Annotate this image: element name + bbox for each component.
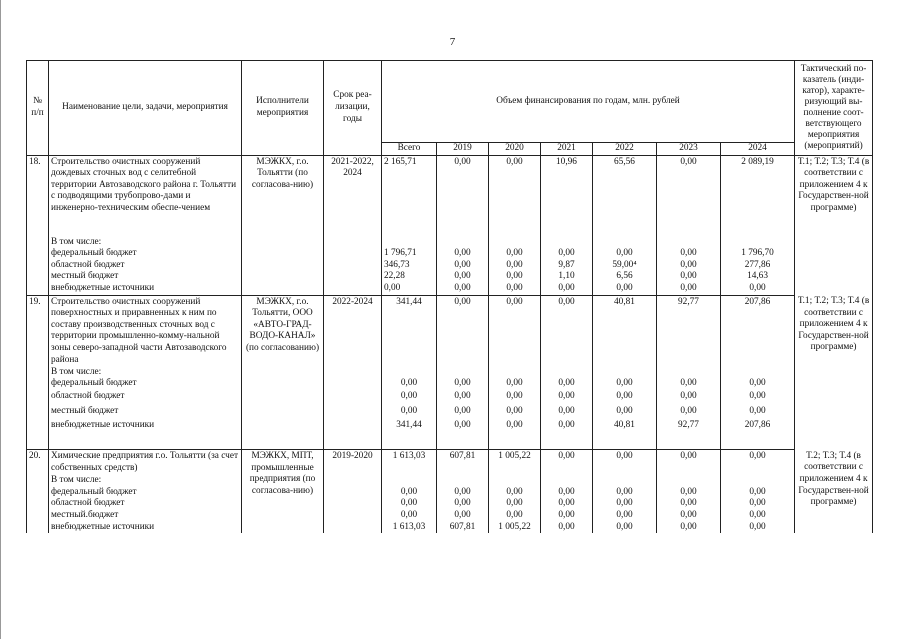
scan-edge [0,0,1,639]
row-tactic: Т.1; Т.2; Т.3; Т.4 (в соответствии с приложением 4 к Государствен-ной программе) [795,155,873,295]
value-cell: 0,00 [593,498,657,510]
header-term: Срок реа-лизации, годы [324,61,382,156]
value-cell: 0,00 [437,260,489,272]
value-cell: 2 165,71 [382,155,437,237]
value-cell: 0,00 [657,260,721,272]
value-cell: 0,00 [437,510,489,522]
value-cell: 0,00 [489,498,541,510]
page-number: 7 [449,36,456,48]
value-cell: 0,00 [721,498,795,510]
sub-label: федеральный бюджет [49,487,242,499]
row-number: 18. [27,155,49,237]
value-cell: 0,00 [437,155,489,237]
value-cell: 0,00 [541,283,593,295]
table-row [27,283,873,295]
value-cell: 0,00 [593,405,657,420]
value-cell: 0,00 [657,237,721,260]
funding-table [26,60,873,533]
value-cell: 1 796,70 [721,237,795,260]
table-row [27,420,873,450]
header-year: 2022 [593,143,657,156]
header-name: Наименование цели, задачи, мероприятия [49,61,242,156]
value-cell: 0,00 [657,450,721,476]
value-cell: 607,81 [437,450,489,476]
row-executors: МЭЖКХ, МПТ, промышленные предприятия (по согласова-нию) [242,450,324,499]
value-cell: 0,00 [721,367,795,390]
value-cell: 40,81 [593,295,657,367]
value-cell: 0,00 [489,295,541,367]
sub-label: местный бюджет [49,271,242,283]
row-name: Строительство очистных сооружений поверхностных и приравненных к ним по составу производственных сточных вод с территории промышленно-комму-нальной зоны северо-западной части Автозаводского района [49,295,242,367]
sub-label: внебюджетные источники [49,522,242,534]
value-cell: 0,00 [721,283,795,295]
row-term: 2022-2024 [324,295,382,367]
value-cell: 0,00 [382,405,437,420]
table-row [27,475,873,487]
value-cell: 0,00 [541,522,593,534]
table-row [27,237,873,260]
value-cell: 0,00 [489,283,541,295]
value-cell: 0,00 [489,390,541,405]
value-cell: 0,00 [721,510,795,522]
sub-label: областной бюджет [49,390,242,405]
value-cell: 0,00 [657,271,721,283]
value-cell: 0,00 [721,522,795,534]
row-term: 2019-2020 [324,450,382,476]
value-cell: 0,00 [382,367,437,390]
header-year: 2023 [657,143,721,156]
value-cell: 0,00 [541,390,593,405]
value-cell: 0,00 [437,498,489,510]
value-cell: 341,44 [382,420,437,450]
value-cell: 0,00 [437,237,489,260]
value-cell: 0,00 [382,498,437,510]
value-cell: 0,00 [721,487,795,499]
value-cell: 0,00 [721,390,795,405]
table-row [27,450,873,476]
value-cell: 0,00 [593,237,657,260]
row-tactic: Т.1; Т.2; Т.3; Т.4 (в соответствии с приложением 4 к Государствен-ной программе) [795,295,873,450]
value-cell: 0,00 [437,405,489,420]
value-cell: 0,00 [541,487,593,499]
value-cell: 0,00 [437,487,489,499]
value-cell: 0,00 [657,522,721,534]
table-row [27,295,873,367]
value-cell: 0,00 [657,155,721,237]
value-cell: 0,00 [489,271,541,283]
value-cell: 0,00 [382,487,437,499]
value-cell: 0,00 [489,487,541,499]
value-cell: 92,77 [657,420,721,450]
header-year: 2021 [541,143,593,156]
value-cell: 0,00 [541,420,593,450]
table-row [27,510,873,522]
value-cell: 0,00 [437,390,489,405]
value-cell: 0,00 [593,450,657,476]
value-cell: 0,00 [721,450,795,476]
value-cell: 0,00 [593,367,657,390]
value-cell: 40,81 [593,420,657,450]
sub-label: В том числе: федеральный бюджет [49,237,242,260]
value-cell: 0,00 [382,390,437,405]
sub-label: областной бюджет [49,498,242,510]
value-cell: 2 089,19 [721,155,795,237]
value-cell: 207,86 [721,420,795,450]
value-cell: 0,00 [593,510,657,522]
value-cell: 92,77 [657,295,721,367]
table-row [27,487,873,499]
value-cell: 0,00 [541,237,593,260]
value-cell: 0,00 [489,367,541,390]
value-cell: 0,00 [541,405,593,420]
value-cell: 0,00 [437,420,489,450]
value-cell: 0,00 [489,510,541,522]
value-cell: 0,00 [657,498,721,510]
value-cell: 346,73 [382,260,437,272]
value-cell: 59,00⁴ [593,260,657,272]
value-cell: 277,86 [721,260,795,272]
value-cell: 0,00 [437,367,489,390]
value-cell: 0,00 [593,283,657,295]
value-cell: 0,00 [657,510,721,522]
value-cell: 0,00 [657,283,721,295]
value-cell: 0,00 [437,271,489,283]
header-funding: Объем финансирования по годам, млн. рублей [382,61,795,143]
value-cell: 341,44 [382,295,437,367]
row-tactic: Т.2; Т.3; Т.4 (в соответствии с приложением 4 к Государствен-ной программе) [795,450,873,533]
row-executors: МЭЖКХ, г.о. Тольятти, ООО «АВТО-ГРАД-ВОДО-КАНАЛ» (по согласованию) [242,295,324,367]
including-label: В том числе: [49,475,242,487]
value-cell: 0,00 [657,390,721,405]
value-cell: 0,00 [489,260,541,272]
table-row [27,522,873,534]
header-executors: Исполнители мероприятия [242,61,324,156]
sub-label: местный.бюджет [49,510,242,522]
header-year: 2024 [721,143,795,156]
value-cell: 0,00 [437,295,489,367]
value-cell: 10,96 [541,155,593,237]
value-cell: 0,00 [541,450,593,476]
value-cell: 65,56 [593,155,657,237]
header-year: Всего [382,143,437,156]
value-cell: 14,63 [721,271,795,283]
value-cell: 0,00 [541,367,593,390]
value-cell: 1 796,71 [382,237,437,260]
value-cell: 22,28 [382,271,437,283]
value-cell: 0,00 [489,155,541,237]
value-cell: 0,00 [593,487,657,499]
row-term: 2021-2022, 2024 [324,155,382,237]
value-cell: 0,00 [721,405,795,420]
value-cell: 0,00 [657,487,721,499]
header-year: 2020 [489,143,541,156]
table-row [27,155,873,237]
table-row [27,367,873,390]
value-cell: 0,00 [657,405,721,420]
value-cell: 0,00 [541,295,593,367]
sub-label: областной бюджет [49,260,242,272]
value-cell: 0,00 [657,367,721,390]
row-executors: МЭЖКХ, г.о. Тольятти (по согласова-нию) [242,155,324,237]
row-name: Строительство очистных сооружений дождевых сточных вод с селитебной территории Автозаводского района г. Тольятти с подводящими трубопрово-дами и инженерно-техническим обеспе-чением [49,155,242,237]
table-row [27,498,873,510]
value-cell: 0,00 [437,283,489,295]
value-cell: 0,00 [489,237,541,260]
value-cell: 1 613,03 [382,522,437,534]
sub-label: внебюджетные источники [49,420,242,450]
value-cell: 0,00 [541,498,593,510]
value-cell: 0,00 [489,405,541,420]
value-cell: 9,87 [541,260,593,272]
table-row [27,405,873,420]
value-cell: 0,00 [382,510,437,522]
including-label: В том числе: [51,236,102,247]
sub-label: местный бюджет [49,405,242,420]
header-tactic: Тактический по-казатель (инди-катор), характе-ризующий вы-полнение соот-ветствующего мероприятия (мероприятий) [795,61,873,156]
value-cell: 1,10 [541,271,593,283]
value-cell: 6,56 [593,271,657,283]
value-cell: 607,81 [437,522,489,534]
value-cell: 0,00 [382,283,437,295]
value-cell: 0,00 [593,522,657,534]
row-number: 20. [27,450,49,476]
header-year: 2019 [437,143,489,156]
value-cell: 1 613,03 [382,450,437,476]
table-row [27,271,873,283]
table-row [27,260,873,272]
value-cell: 1 005,22 [489,522,541,534]
row-name: Химические предприятия г.о. Тольятти (за счет собственных средств) [49,450,242,476]
value-cell: 0,00 [541,510,593,522]
value-cell: 0,00 [489,420,541,450]
value-cell: 1 005,22 [489,450,541,476]
value-cell: 207,86 [721,295,795,367]
header-no: № п/п [27,61,49,156]
including-label: В том числе: [51,366,102,377]
row-number: 19. [27,295,49,367]
sub-label: В том числе: федеральный бюджет [49,367,242,390]
table-row [27,390,873,405]
value-cell: 0,00 [593,390,657,405]
sub-label: внебюджетные источники [49,283,242,295]
